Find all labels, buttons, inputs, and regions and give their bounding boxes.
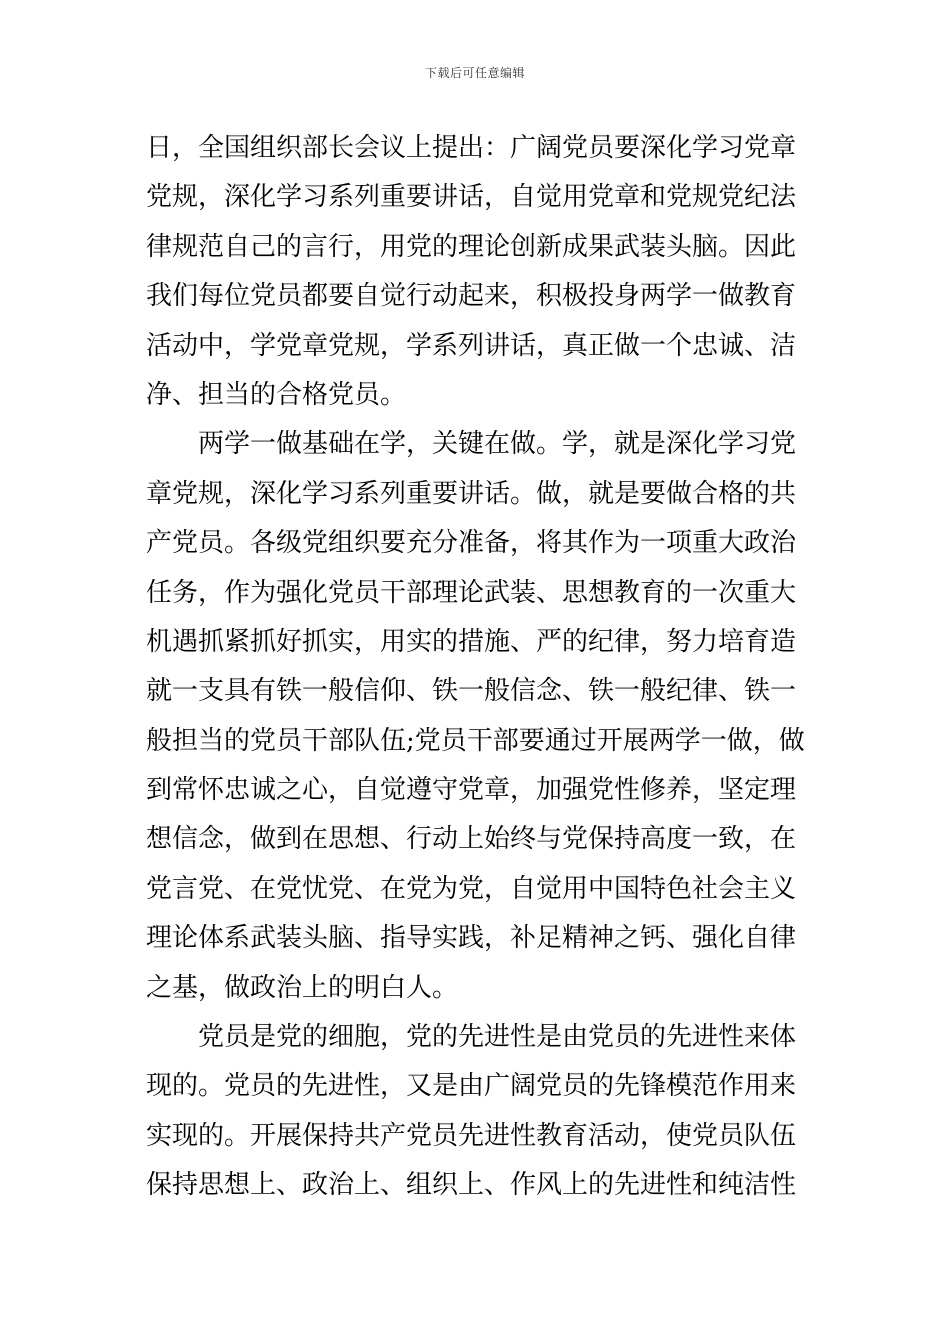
paragraph-2 xyxy=(146,420,806,1013)
text-line: 我们每位党员都要自觉行动起来，积极投身两学一做教育 xyxy=(146,281,797,312)
text-line: 到常怀忠诚之心，自觉遵守党章，加强党性修养，坚定理 xyxy=(146,775,797,806)
text-line: 党言党、在党忧党、在党为党，自觉用中国特色社会主义 xyxy=(146,873,797,904)
text-line: 两学一做基础在学，关键在做。学，就是深化学习党 xyxy=(198,429,797,460)
text-line: 实现的。开展保持共产党员先进性教育活动，使党员队伍 xyxy=(146,1120,797,1151)
text-line: 理论体系武装头脑、指导实践，补足精神之钙、强化自律 xyxy=(146,923,797,954)
text-line: 活动中，学党章党规，学系列讲话，真正做一个忠诚、洁 xyxy=(146,330,797,361)
text-line: 就一支具有铁一般信仰、铁一般信念、铁一般纪律、铁一 xyxy=(146,676,797,707)
text-line: 想信念，做到在思想、行动上始终与党保持高度一致，在 xyxy=(146,824,797,855)
text-line: 日，全国组织部长会议上提出：广阔党员要深化学习党章 xyxy=(146,133,797,163)
page-header: 下载后可任意编辑 xyxy=(424,66,525,80)
paragraph-3 xyxy=(146,1013,806,1211)
text-line: 般担当的党员干部队伍;党员干部要通过开展两学一做，做 xyxy=(146,725,805,756)
text-line: 律规范自己的言行，用党的理论创新成果武装头脑。因此 xyxy=(146,231,797,262)
text-line: 机遇抓紧抓好抓实，用实的措施、严的纪律，努力培育造 xyxy=(146,626,797,657)
text-line: 章党规，深化学习系列重要讲话。做，就是要做合格的共 xyxy=(146,478,797,509)
text-line: 产党员。各级党组织要充分准备，将其作为一项重大政治 xyxy=(146,528,797,559)
text-line: 保持思想上、政治上、组织上、作风上的先进性和纯洁性 xyxy=(146,1170,797,1201)
text-line: 任务，作为强化党员干部理论武装、思想教育的一次重大 xyxy=(146,577,797,608)
paragraph-1 xyxy=(146,124,806,420)
text-line: 党员是党的细胞，党的先进性是由党员的先进性来体 xyxy=(198,1022,797,1053)
text-line: 现的。党员的先进性，又是由广阔党员的先锋模范作用来 xyxy=(146,1071,797,1102)
text-line: 党规，深化学习系列重要讲话，自觉用党章和党规党纪法 xyxy=(146,182,797,213)
text-line: 净、担当的合格党员。 xyxy=(146,379,407,410)
document-body xyxy=(146,124,806,1211)
text-line: 之基，做政治上的明白人。 xyxy=(146,972,459,1003)
